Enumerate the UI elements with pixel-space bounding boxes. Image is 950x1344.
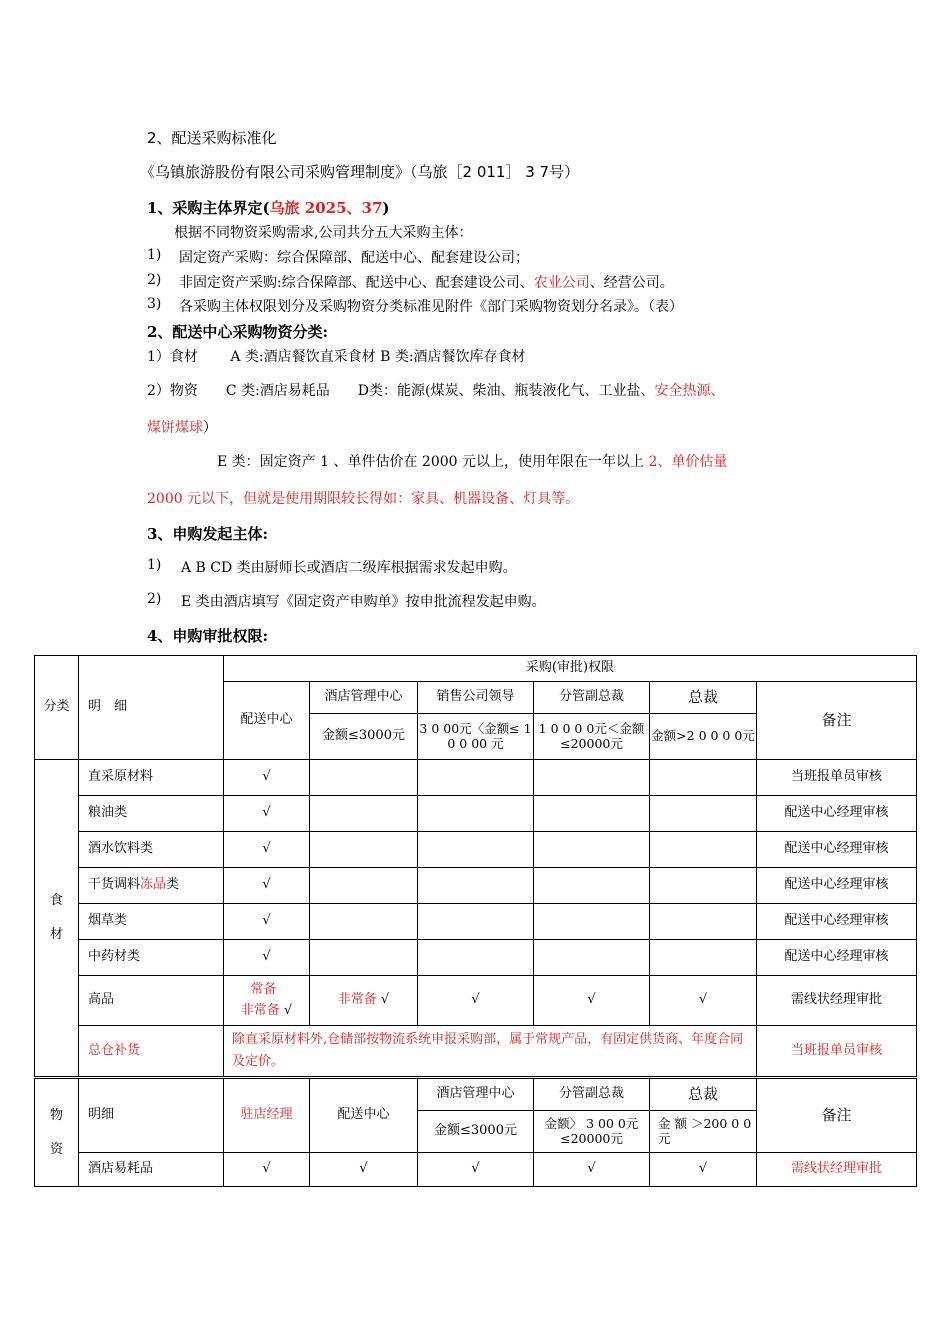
row-remark: 配送中心经理审核 bbox=[757, 832, 917, 868]
president-amount: 金额>2 0 0 0 0元 bbox=[650, 714, 757, 760]
section-3-heading: 3、申购发起主体: bbox=[147, 525, 268, 543]
col-resident-manager: 驻店经理 bbox=[224, 1079, 310, 1153]
vp-amount: 金额〉 3 00 0元≤20000元 bbox=[534, 1111, 650, 1153]
col-delivery-center: 配送中心 bbox=[224, 682, 310, 760]
row-name: 中药材类 bbox=[79, 940, 224, 976]
row-remark: 配送中心经理审核 bbox=[757, 796, 917, 832]
goods-category: 物资 bbox=[35, 1079, 79, 1187]
check-mark: √ bbox=[650, 1153, 757, 1187]
hotel-amount: 金额≤3000元 bbox=[310, 714, 418, 760]
check-mark: √ bbox=[224, 832, 310, 868]
classification-line: 2）物资 C 类:酒店易耗品 D类：能源(煤炭、柴油、瓶装液化气、工业盐、安全热源、 bbox=[147, 383, 725, 399]
col-president: 总裁 bbox=[650, 682, 757, 714]
regulation-title: 《乌镇旅游股份有限公司采购管理制度》（乌旅［2 011］ 3 7号） bbox=[140, 163, 580, 181]
classification-line: 1）食材 A 类:酒店餐饮直采食材 B 类:酒店餐饮库存食材 bbox=[147, 349, 526, 365]
row-name: 烟草类 bbox=[79, 904, 224, 940]
row-remark: 配送中心经理审核 bbox=[757, 940, 917, 976]
row-name: 粮油类 bbox=[79, 796, 224, 832]
col-vice-president: 分管副总裁 bbox=[534, 682, 650, 714]
list-number: 1) bbox=[147, 557, 162, 573]
goods-approval-table bbox=[34, 1078, 917, 1187]
col-hotel-management: 酒店管理中心 bbox=[418, 1079, 534, 1111]
list-item: E 类由酒店填写《固定资产申购单》按申批流程发起申购。 bbox=[181, 594, 546, 610]
check-mark: √ bbox=[224, 796, 310, 832]
section-4-heading: 4、申购审批权限: bbox=[147, 627, 268, 645]
section-1-intro: 根据不同物资采购需求,公司共分五大采购主体： bbox=[174, 225, 473, 241]
row-remark: 配送中心经理审核 bbox=[757, 904, 917, 940]
president-amount: 金 额 ＞200 0 0 元 bbox=[650, 1111, 757, 1153]
row-name: 酒店易耗品 bbox=[79, 1153, 224, 1187]
row-name: 直采原材料 bbox=[79, 760, 224, 796]
col-president: 总裁 bbox=[650, 1079, 757, 1111]
check-mark: √ bbox=[224, 1153, 310, 1187]
authority-header: 采购(审批)权限 bbox=[224, 656, 917, 682]
detail-header: 明细 bbox=[79, 1079, 224, 1153]
row-remark: 配送中心经理审核 bbox=[757, 868, 917, 904]
list-number: 2) bbox=[147, 591, 162, 607]
check-mark: √ bbox=[224, 868, 310, 904]
row-name: 高品 bbox=[79, 976, 224, 1026]
detail-header: 明 细 bbox=[79, 656, 224, 760]
col-remarks: 备注 bbox=[757, 1079, 917, 1153]
hotel-amount: 金额≤3000元 bbox=[418, 1111, 534, 1153]
category-header: 分类 bbox=[35, 656, 79, 760]
check-mark: √ bbox=[310, 1153, 418, 1187]
list-item: 各采购主体权限划分及采购物资分类标准见附件《部门采购物资划分名录》。（表） bbox=[179, 299, 683, 315]
check-mark: √ bbox=[418, 976, 534, 1026]
check-mark: √ bbox=[534, 976, 650, 1026]
classification-line: 2000 元以下，但就是使用期限较长得如：家具、机器设备、灯具等。 bbox=[147, 491, 580, 507]
col-hotel-management: 酒店管理中心 bbox=[310, 682, 418, 714]
list-number: 2) bbox=[147, 272, 162, 288]
restock-description: 除直采原材料外,仓储部按物流系统申报采购部，属于常规产品，有固定供货商、年度合同及定价。 bbox=[224, 1026, 757, 1077]
section-1-heading: 1、采购主体界定(乌旅 2025、37) bbox=[147, 199, 390, 217]
vp-amount: 1 0 0 0 0元＜金额≤20000元 bbox=[534, 714, 650, 760]
row-remark: 当班报单员审核 bbox=[757, 760, 917, 796]
col-remarks: 备注 bbox=[757, 682, 917, 760]
goods-delivery-cell: 常备 非常备 √ bbox=[224, 976, 310, 1026]
col-delivery-center: 配送中心 bbox=[310, 1079, 418, 1153]
row-name: 干货调料冻品类 bbox=[79, 868, 224, 904]
col-vice-president: 分管副总裁 bbox=[534, 1079, 650, 1111]
classification-line: E 类：固定资产 1 、单件估价在 2000 元以上，使用年限在一年以上 2、单价估量 bbox=[217, 454, 728, 470]
check-mark: √ bbox=[418, 1153, 534, 1187]
sales-amount: 3 0 00元〈金额≤ 1 0 0 00 元 bbox=[418, 714, 534, 760]
list-number: 1) bbox=[147, 247, 162, 263]
col-sales-leader: 销售公司领导 bbox=[418, 682, 534, 714]
section-2-heading: 2、配送中心采购物资分类: bbox=[147, 323, 328, 341]
list-number: 3) bbox=[147, 296, 162, 312]
row-name: 酒水饮料类 bbox=[79, 832, 224, 868]
row-remark: 需线状经理审批 bbox=[757, 976, 917, 1026]
list-item: 固定资产采购：综合保障部、配送中心、配套建设公司； bbox=[179, 250, 529, 266]
check-mark: √ bbox=[534, 1153, 650, 1187]
classification-line: 煤饼煤球） bbox=[147, 420, 217, 436]
food-approval-table bbox=[34, 655, 917, 1077]
check-mark: √ bbox=[224, 904, 310, 940]
section-title: 2、配送采购标准化 bbox=[147, 129, 277, 147]
goods-hotel-cell: 非常备 √ bbox=[310, 976, 418, 1026]
list-item: A B CD 类由厨师长或酒店二级库根据需求发起申购。 bbox=[181, 560, 517, 576]
row-remark: 需线状经理审批 bbox=[757, 1153, 917, 1187]
check-mark: √ bbox=[224, 940, 310, 976]
check-mark: √ bbox=[224, 760, 310, 796]
food-category: 食材 bbox=[35, 760, 79, 1077]
list-item: 非固定资产采购:综合保障部、配送中心、配套建设公司、农业公司、经营公司。 bbox=[179, 275, 674, 291]
check-mark: √ bbox=[650, 976, 757, 1026]
row-remark: 当班报单员审核 bbox=[757, 1026, 917, 1077]
row-name: 总仓补货 bbox=[79, 1026, 224, 1077]
